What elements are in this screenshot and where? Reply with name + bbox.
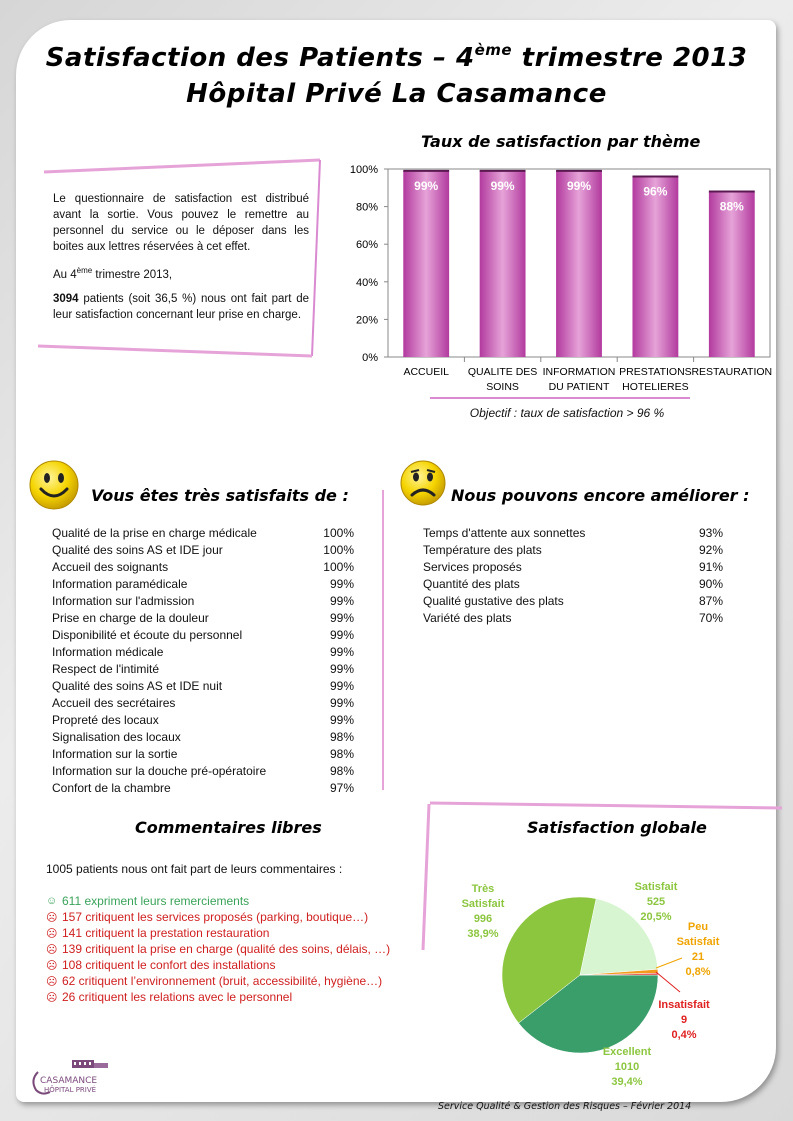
- bar: [556, 171, 602, 357]
- x-category-line: SOINS: [486, 381, 519, 393]
- satisfied-item-row: [52, 677, 354, 694]
- satisfied-item-row: [52, 558, 354, 575]
- pie-label-line: 21: [691, 951, 705, 963]
- improve-item-label: Temps d'attente aux sonnettes: [423, 525, 586, 540]
- comment-text: 108 critiquent le confort des installations: [62, 958, 276, 972]
- comment-item: [46, 925, 390, 941]
- satisfied-item-value: 99%: [329, 661, 354, 676]
- comment-item: [46, 957, 390, 973]
- pie-label-line: Satisfait: [634, 881, 678, 893]
- x-category-label: [691, 366, 772, 378]
- x-category-line: PRESTATIONS: [619, 366, 692, 378]
- satisfied-item-row: [52, 660, 354, 677]
- satisfied-item-label: Propreté des locaux: [52, 712, 159, 727]
- x-category-label: [403, 366, 449, 378]
- satisfied-item-label: Qualité de la prise en charge médicale: [52, 525, 257, 540]
- frown-icon: ☹: [46, 959, 58, 972]
- improve-item-value: 92%: [698, 542, 723, 557]
- satisfied-item-value: 99%: [329, 695, 354, 710]
- frown-icon: ☹: [46, 975, 58, 988]
- satisfied-item-value: 99%: [329, 576, 354, 591]
- frown-icon: ☹: [46, 911, 58, 924]
- intro-box: [36, 160, 330, 360]
- satisfied-item-label: Information médicale: [52, 644, 164, 659]
- improve-item-value: 93%: [698, 525, 723, 540]
- satisfied-item-label: Information paramédicale: [52, 576, 188, 591]
- improve-item-row: [423, 592, 723, 609]
- satisfied-item-row: [52, 643, 354, 660]
- x-category-line: RESTAURATION: [691, 366, 773, 378]
- satisfied-item-row: [52, 524, 354, 541]
- x-category-line: QUALITE DES: [467, 366, 538, 378]
- y-tick-label: 0%: [362, 352, 378, 364]
- x-category-label: [543, 366, 616, 393]
- improve-item-label: Quantité des plats: [423, 576, 520, 591]
- satisfied-item-label: Disponibilité et écoute du personnel: [52, 627, 243, 642]
- x-category-label: [619, 366, 692, 393]
- comment-text: 26 critiquent les relations avec le personnel: [62, 990, 293, 1004]
- pie-label-line: 20,5%: [640, 911, 672, 923]
- improve-item-row: [423, 524, 723, 541]
- pie-label-line: 0,4%: [671, 1029, 697, 1041]
- improve-item-row: [423, 609, 723, 626]
- satisfied-item-row: [52, 609, 354, 626]
- title-text: Satisfaction des Patients – 4: [45, 43, 475, 73]
- comment-item: [46, 893, 390, 909]
- satisfied-item-value: 99%: [329, 678, 354, 693]
- pie-label-line: Satisfait: [676, 936, 720, 948]
- bar-data-label: 99%: [490, 178, 515, 193]
- vertical-divider: [380, 490, 386, 790]
- improve-item-label: Température des plats: [423, 542, 542, 557]
- intro-text: [53, 191, 309, 331]
- satisfied-item-label: Accueil des secrétaires: [52, 695, 176, 710]
- page-subtitle: Hôpital Privé La Casamance: [186, 79, 607, 109]
- improve-heading: Nous pouvons encore améliorer :: [451, 486, 750, 505]
- smiley-happy-icon: [28, 459, 80, 511]
- y-tick-label: 40%: [355, 276, 378, 289]
- improve-item-row: [423, 541, 723, 558]
- bar-data-label: 99%: [566, 178, 592, 193]
- leader-line: [656, 958, 682, 968]
- intro-p3-rest: patients (soit 36,5 %) nous ont fait part de leur satisfaction concernant leur prise en charge.: [53, 292, 309, 321]
- improve-item-label: Qualité gustative des plats: [423, 593, 564, 608]
- title-text-2: trimestre 2013: [512, 43, 748, 73]
- comment-text: 62 critiquent l’environnement (bruit, accessibilité, hygiène…): [62, 974, 383, 988]
- pie-slice-label: [635, 881, 678, 923]
- satisfied-item-row: [52, 728, 354, 745]
- satisfied-item-label: Confort de la chambre: [52, 780, 171, 795]
- satisfied-item-row: [52, 575, 354, 592]
- satisfied-item-value: 99%: [329, 627, 354, 642]
- x-category-line: DU PATIENT: [548, 381, 610, 393]
- pie-label-line: Peu: [687, 921, 709, 933]
- pie-chart-title: Satisfaction globale: [527, 818, 707, 837]
- improve-item-value: 87%: [698, 593, 723, 608]
- pie-label-line: Insatisfait: [658, 999, 710, 1011]
- intro-p2-sup: ème: [76, 266, 93, 275]
- satisfied-item-label: Information sur l'admission: [52, 593, 195, 608]
- comment-text: 157 critiquent les services proposés (parking, boutique…): [62, 910, 369, 924]
- satisfied-item-label: Prise en charge de la douleur: [52, 610, 209, 625]
- satisfied-item-label: Information sur la douche pré-opératoire: [52, 763, 267, 778]
- satisfied-item-label: Information sur la sortie: [52, 746, 178, 761]
- pie-label-line: Excellent: [602, 1046, 652, 1058]
- bar-data-label: 88%: [719, 199, 744, 214]
- bar-data-label: 99%: [414, 178, 439, 193]
- improve-item-value: 70%: [698, 610, 723, 625]
- comment-item: [46, 909, 390, 925]
- satisfied-item-value: 98%: [329, 729, 354, 744]
- chart-underline: [430, 395, 690, 401]
- pie-label-line: Satisfait: [461, 898, 505, 910]
- pie-slice-label: [658, 999, 710, 1041]
- bar: [709, 192, 755, 357]
- logo-line-2: HÔPITAL PRIVÉ: [44, 1086, 97, 1094]
- improve-item-label: Variété des plats: [423, 610, 512, 625]
- satisfied-item-value: 98%: [329, 746, 354, 761]
- satisfied-item-value: 98%: [329, 763, 354, 778]
- intro-paragraph-1: Le questionnaire de satisfaction est distribué avant la sortie. Vous pouvez le remettre au personnel du service ou le déposer dans les boites aux lettres réservées à cet effet.: [53, 193, 309, 253]
- bar-chart-title: Taux de satisfaction par thème: [421, 132, 701, 151]
- pie-chart: [430, 800, 770, 1088]
- y-tick-label: 80%: [355, 201, 378, 214]
- comments-heading: Commentaires libres: [135, 818, 322, 837]
- y-tick-label: 20%: [355, 314, 378, 327]
- comment-text: 139 critiquent la prise en charge (qualité des soins, délais, …): [62, 942, 391, 956]
- satisfied-item-row: [52, 745, 354, 762]
- pie-label-line: Très: [471, 883, 495, 895]
- satisfied-item-value: 100%: [323, 542, 354, 557]
- satisfied-item-row: [52, 779, 354, 796]
- improve-item-row: [423, 575, 723, 592]
- logo-line-1: CASAMANCE: [40, 1076, 98, 1086]
- improve-list: [423, 524, 723, 626]
- intro-paragraph-2: [53, 263, 309, 283]
- pie-label-line: 0,8%: [685, 966, 711, 978]
- pie-slice-label: [677, 921, 720, 978]
- pie-label-line: 9: [680, 1014, 688, 1026]
- comment-item: [46, 973, 390, 989]
- satisfied-item-value: 99%: [329, 712, 354, 727]
- bar: [480, 171, 526, 357]
- comments-intro: 1005 patients nous ont fait part de leurs commentaires :: [46, 862, 343, 876]
- intro-p2-suffix: trimestre 2013,: [92, 268, 173, 281]
- satisfied-item-label: Respect de l'intimité: [52, 661, 160, 676]
- improve-item-value: 90%: [698, 576, 723, 591]
- satisfied-item-row: [52, 711, 354, 728]
- satisfied-list: [52, 524, 354, 796]
- comment-text: 141 critiquent la prestation restauration: [62, 926, 270, 940]
- satisfied-item-label: Accueil des soignants: [52, 559, 169, 574]
- x-category-line: INFORMATION: [542, 366, 616, 378]
- hospital-logo: [26, 1058, 126, 1098]
- improve-item-label: Services proposés: [423, 559, 522, 574]
- satisfied-item-label: Qualité des soins AS et IDE jour: [52, 542, 223, 557]
- page-title: [0, 32, 793, 112]
- smiley-sad-icon: [399, 459, 447, 507]
- satisfied-item-value: 97%: [329, 780, 354, 795]
- satisfied-item-row: [52, 694, 354, 711]
- x-category-line: ACCUEIL: [403, 366, 449, 378]
- satisfied-item-value: 99%: [329, 593, 354, 608]
- comment-text: 611 expriment leurs remerciements: [62, 894, 250, 908]
- y-tick-label: 60%: [355, 239, 378, 252]
- satisfied-item-label: Qualité des soins AS et IDE nuit: [52, 678, 223, 693]
- bar-data-label: 96%: [643, 184, 668, 199]
- satisfied-item-label: Signalisation des locaux: [52, 729, 181, 744]
- satisfied-item-row: [52, 592, 354, 609]
- x-category-label: [468, 366, 537, 393]
- objective-note: Objectif : taux de satisfaction > 96 %: [469, 406, 665, 420]
- satisfied-item-value: 99%: [329, 610, 354, 625]
- frown-icon: ☹: [46, 943, 58, 956]
- y-tick-label: 100%: [349, 164, 378, 176]
- improve-item-value: 91%: [698, 559, 723, 574]
- intro-paragraph-3: [53, 291, 309, 323]
- bar: [403, 171, 449, 357]
- pie-label-line: 39,4%: [611, 1076, 643, 1088]
- intro-count: 3094: [53, 292, 79, 305]
- frown-icon: ☹: [46, 991, 58, 1004]
- title-sup: ème: [474, 41, 513, 59]
- pie-label-line: 1010: [614, 1061, 640, 1073]
- satisfied-item-value: 100%: [323, 525, 354, 540]
- x-category-line: HOTELIERES: [622, 381, 689, 393]
- comment-item: [46, 989, 390, 1005]
- satisfied-heading: Vous êtes très satisfaits de :: [91, 486, 349, 505]
- pie-label-line: 996: [473, 913, 493, 925]
- satisfied-item-row: [52, 626, 354, 643]
- pie-label-line: 525: [646, 896, 666, 908]
- satisfied-item-row: [52, 762, 354, 779]
- satisfied-item-value: 99%: [329, 644, 354, 659]
- comment-item: [46, 941, 390, 957]
- comments-list: [46, 893, 390, 1005]
- frown-icon: ☹: [46, 927, 58, 940]
- bar-chart: [340, 158, 780, 398]
- footer-credit: Service Qualité & Gestion des Risques – Février 2014: [438, 1101, 692, 1112]
- satisfied-item-value: 100%: [323, 559, 354, 574]
- improve-item-row: [423, 558, 723, 575]
- pie-label-line: 38,9%: [467, 928, 499, 940]
- pie-slice-label: [462, 883, 505, 940]
- satisfied-item-row: [52, 541, 354, 558]
- leader-line: [656, 972, 680, 992]
- intro-p2-prefix: Au 4: [53, 268, 77, 281]
- smile-icon: ☺: [46, 895, 58, 907]
- bar: [632, 177, 678, 357]
